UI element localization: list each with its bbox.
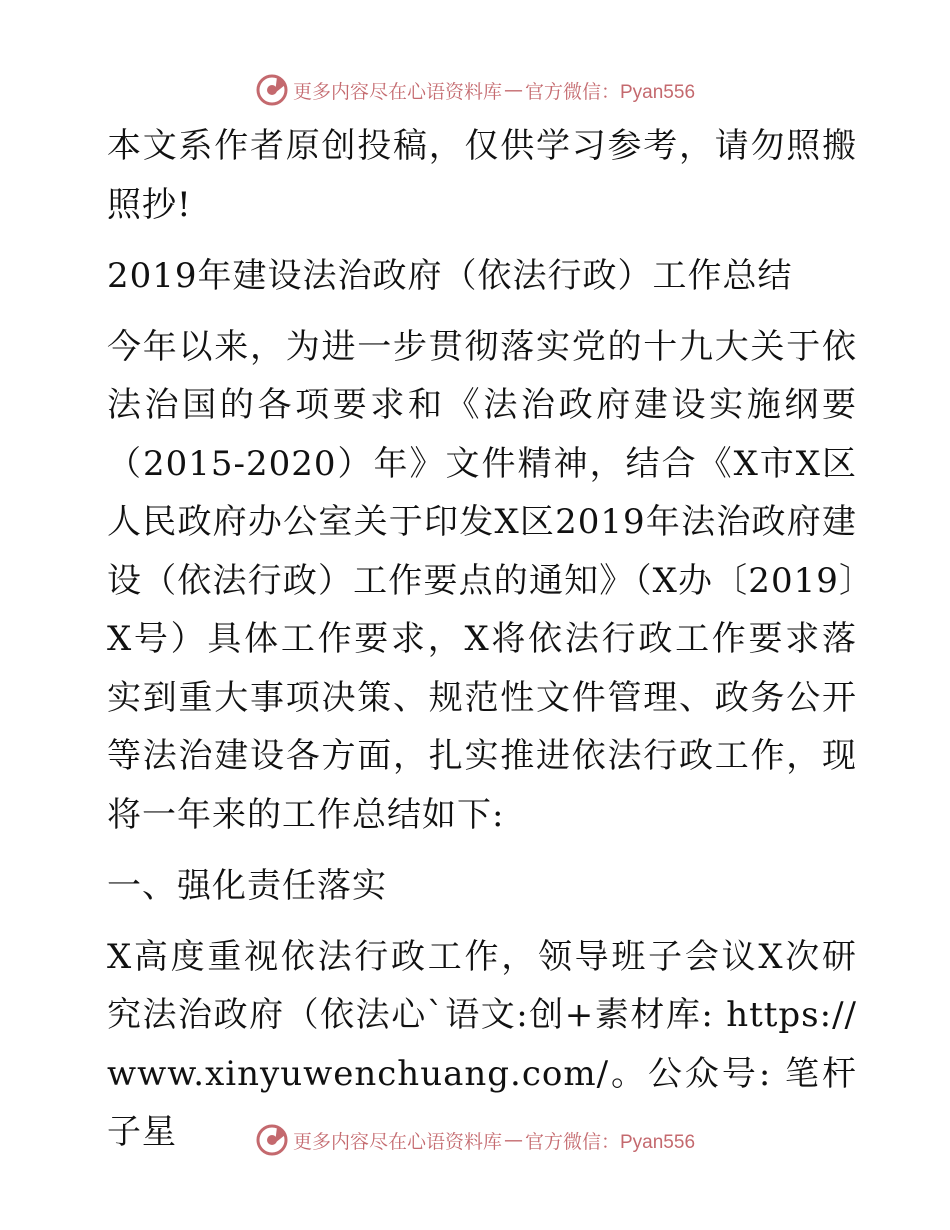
watermark-logo-icon — [255, 73, 289, 107]
watermark-text: 更多内容尽在心语资料库 — [292, 1130, 502, 1153]
document-body — [97, 117, 857, 1162]
copyright-notice: 本文系作者原创投稿，仅供学习参考，请勿照搬照抄! — [107, 126, 857, 225]
watermark-text: 更多内容尽在心语资料库 — [292, 80, 502, 103]
watermark-logo-icon — [255, 1123, 289, 1157]
watermark-separator: — — [504, 79, 523, 101]
watermark-header — [0, 70, 950, 110]
watermark-separator: — — [504, 1129, 523, 1151]
document-title: 2019年建设法治政府（依法行政）工作总结 — [107, 255, 793, 296]
paragraph-section1: X高度重视依法行政工作，领导班子会议X次研究法治政府（依法心`语文:创+素材库: https:// www.xinyuwenchuang.com/。公众号: 笔杆子星 — [107, 936, 857, 1152]
paragraph-intro: 今年以来，为进一步贯彻落实党的十九大关于依法治国的各项要求和《法治政府建设实施纲要（2015-2020）年》文件精神，结合《X市X区人民政府办公室关于印发X区2019年法治政府建设（依法行政）工作要点的通知》（X办〔2019〕X号）具体工作要求，X将依法行政工作要求落实到重大事项决策、规范性文件管理、政务公开等法治建设各方面，扎实推进依法行政工作，现将一年来的工作总结如下: — [107, 326, 857, 835]
watermark-footer — [0, 1120, 950, 1160]
watermark-wechat: 官方微信：Pyan556 — [525, 1131, 696, 1153]
watermark-wechat: 官方微信：Pyan556 — [525, 81, 696, 103]
section-heading: 一、强化责任落实 — [107, 865, 387, 906]
